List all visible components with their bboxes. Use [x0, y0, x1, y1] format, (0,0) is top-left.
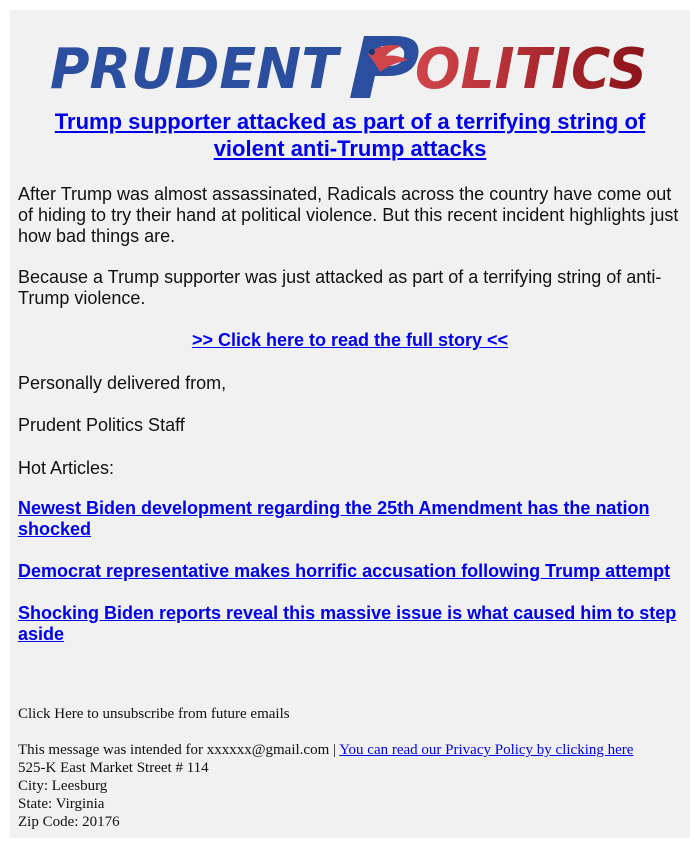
logo-word-olitics: OLITICS — [415, 37, 647, 102]
hot-article-link-3[interactable]: Shocking Biden reports reveal this massive issue is what caused him to step aside — [18, 603, 677, 644]
hot-articles-heading: Hot Articles: — [18, 458, 115, 478]
address-city: City: Leesburg — [18, 778, 108, 794]
hot-article-link-1[interactable]: Newest Biden development regarding the 25th Amendment has the nation shocked — [18, 498, 650, 539]
eagle-p-icon — [350, 36, 419, 98]
address-street: 525-K East Market Street # 114 — [18, 760, 209, 776]
prudent-politics-logo[interactable] — [10, 26, 690, 106]
read-full-story-link[interactable]: >> Click here to read the full story << — [191, 330, 509, 350]
intended-line — [18, 741, 686, 759]
email-body — [10, 10, 690, 838]
intended-text: This message was intended for xxxxxx@gmail.com — [18, 742, 330, 758]
address-zip: Zip Code: 20176 — [18, 814, 120, 830]
headline-link[interactable]: Trump supporter attacked as part of a terrifying string of violent anti-Trump attacks — [54, 109, 646, 161]
address-state: State: Virginia — [18, 796, 105, 812]
unsubscribe-link[interactable]: Click Here to unsubscribe from future emails — [18, 706, 290, 722]
second-paragraph: Because a Trump supporter was just attacked as part of a terrifying string of anti-Trump violence. — [18, 267, 662, 308]
privacy-policy-link[interactable]: You can read our Privacy Policy by clicking here — [339, 742, 634, 758]
logo-image — [50, 26, 650, 106]
logo-word-prudent: PRUDENT — [50, 37, 342, 102]
intro-paragraph: After Trump was almost assassinated, Radicals across the country have come out of hiding to try their hand at political violence. But this recent incident highlights just how bad things are. — [18, 184, 679, 246]
hot-article-link-2[interactable]: Democrat representative makes horrific accusation following Trump attempt — [18, 561, 671, 581]
staff-signature: Prudent Politics Staff — [18, 415, 185, 435]
signoff-text: Personally delivered from, — [18, 373, 227, 393]
footer-separator: | — [329, 742, 340, 758]
